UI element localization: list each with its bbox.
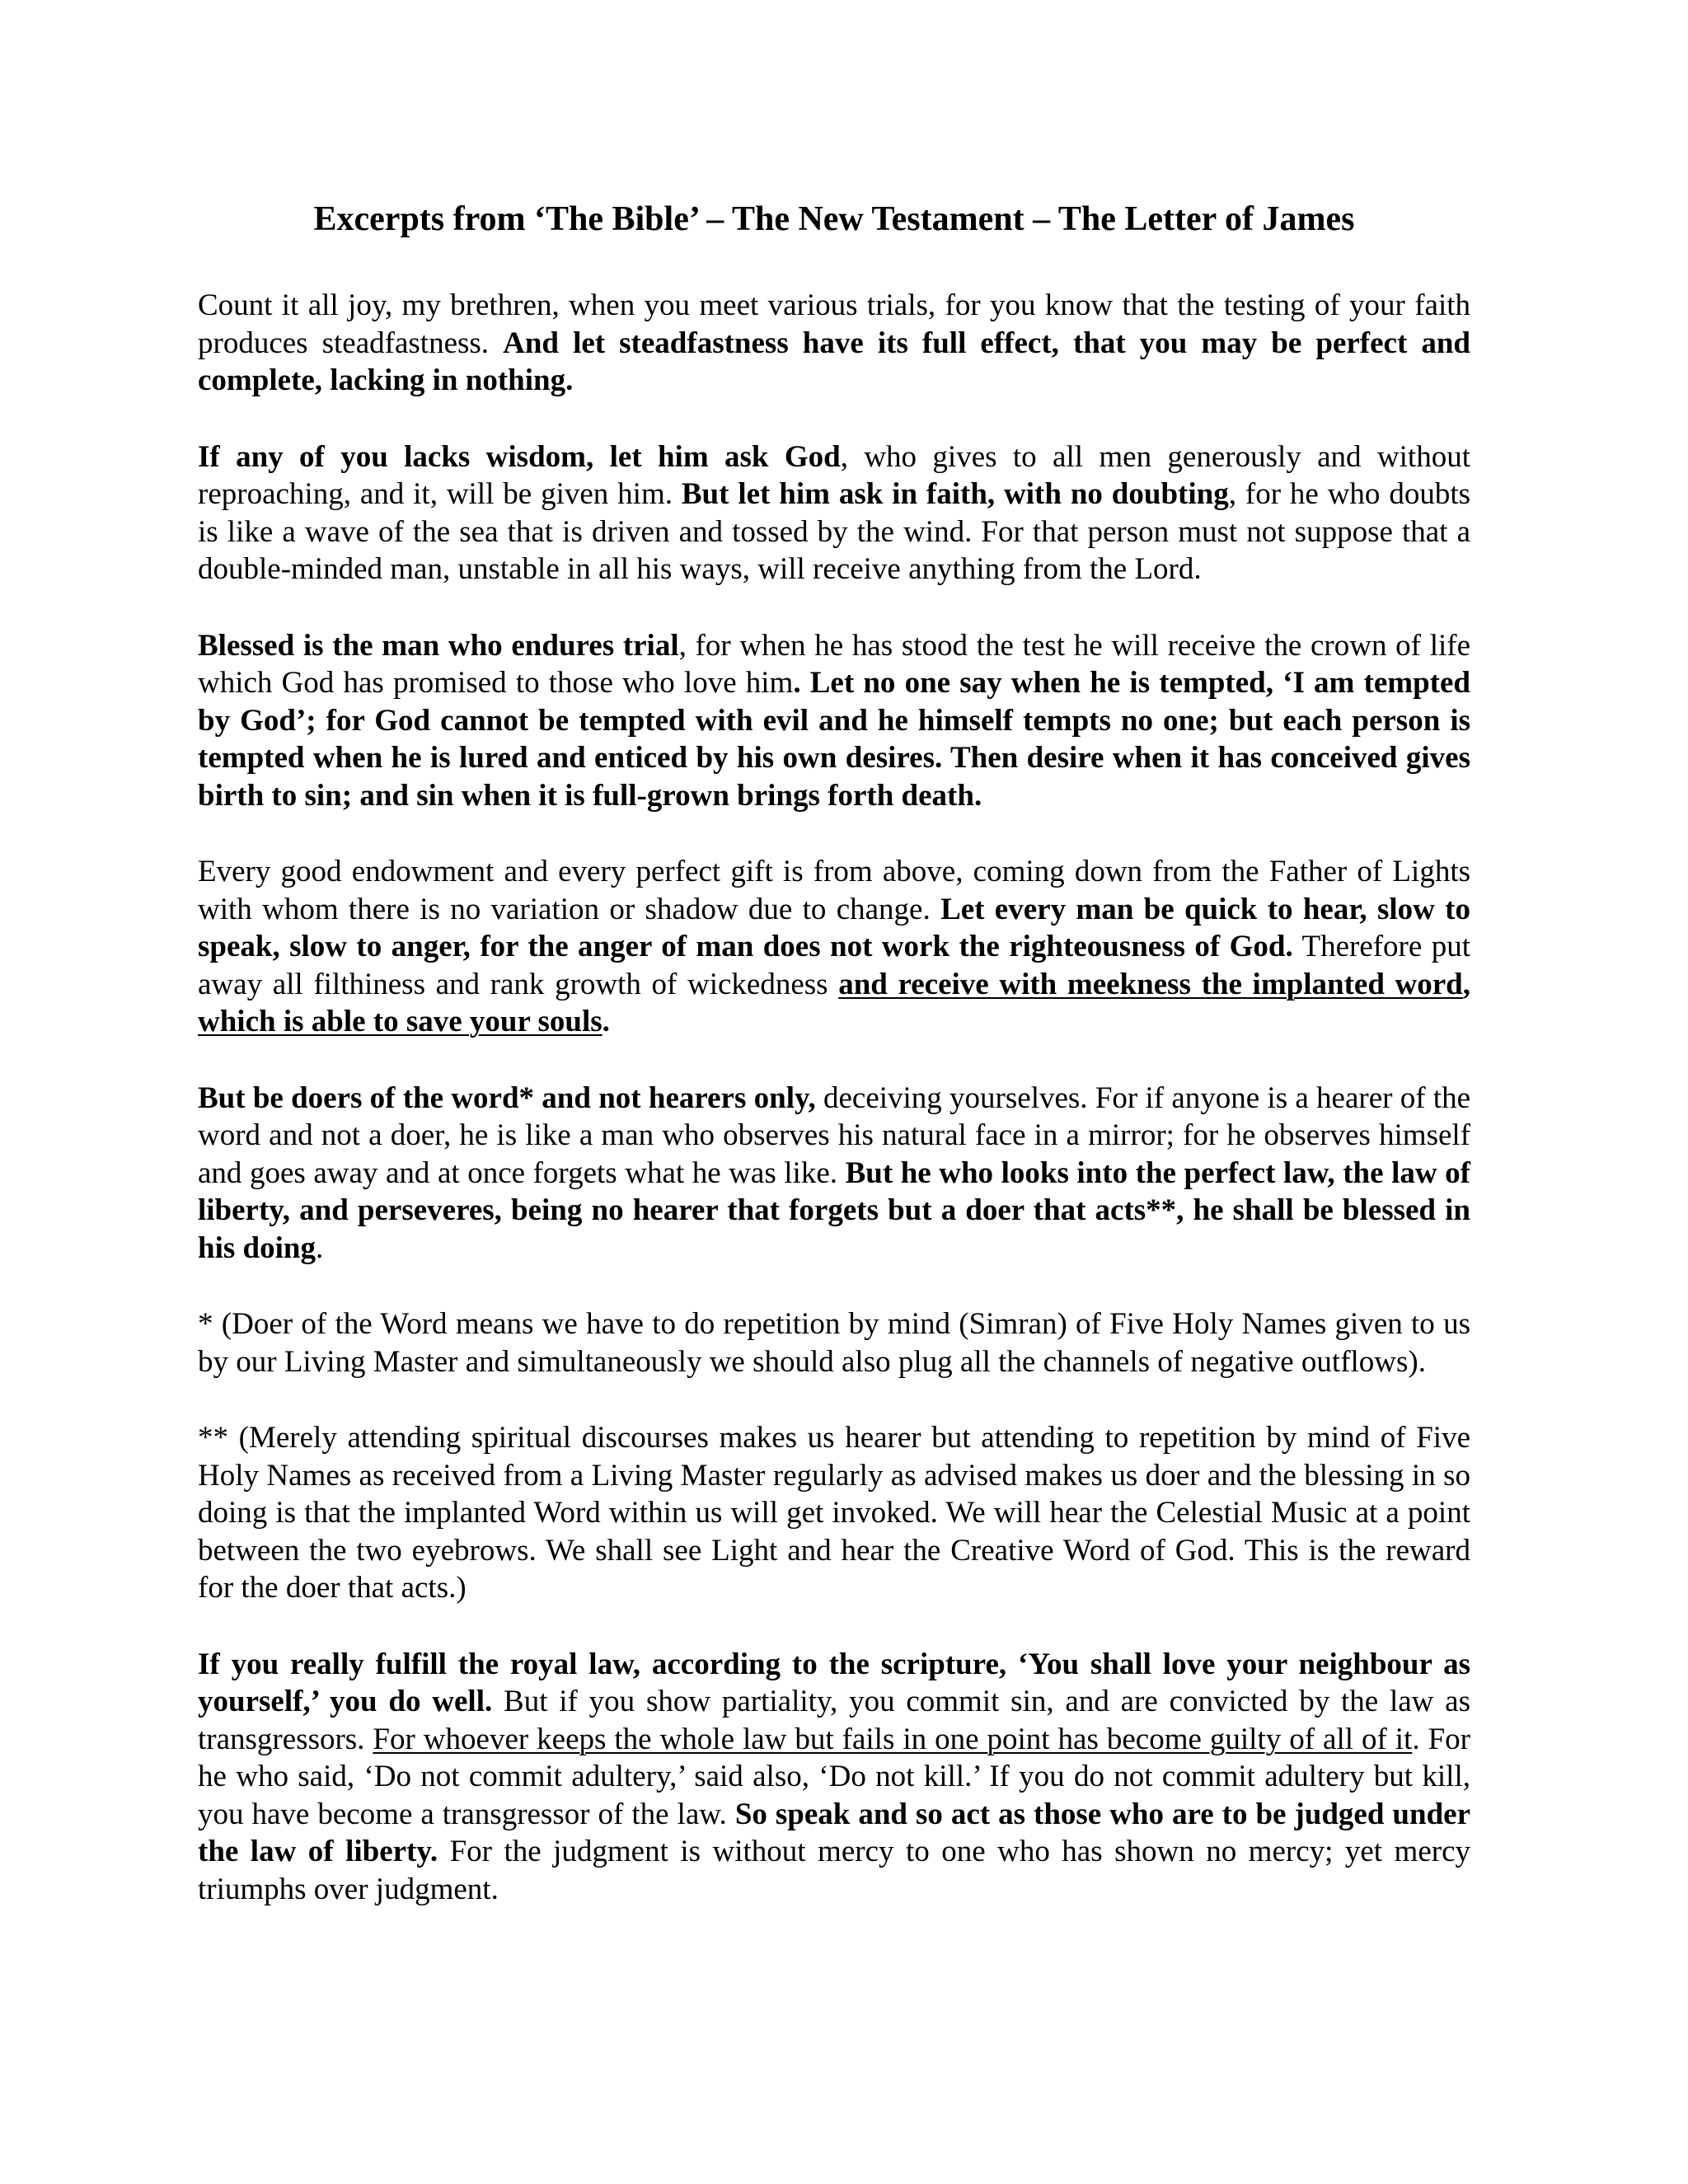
- paragraph: [198, 853, 1470, 1041]
- text-run: So speak and so act as those who are to be judged under the law of liberty.: [198, 1797, 1470, 1868]
- text-run: which is able to save your souls: [198, 1005, 603, 1038]
- text-run: For whoever keeps the whole law but fails in one point has become guilty of all of it: [373, 1722, 1413, 1756]
- text-run: But be doers of the word* and not hearers only,: [198, 1080, 816, 1115]
- paragraph: [198, 438, 1470, 588]
- text-run: .: [602, 1005, 610, 1038]
- paragraph: [198, 1080, 1470, 1268]
- text-run: . Let no one say when he is tempted, ‘I am tempted by God’; for God cannot be tempted with evil and he himself tempts no one; but each person is tempted when he is lured and enticed by his own desires. Then desire when it has conceived gives birth to sin; and sin when it is full-grown brings forth death.: [198, 666, 1470, 813]
- text-run: If any of you lacks wisdom, let him ask God: [198, 439, 841, 474]
- text-run: , who gives to all men generously and without reproaching, and it, will be given him.: [198, 439, 1470, 511]
- text-run: Count it all joy, my brethren, when you meet various trials, for you know that the testing of your faith produces steadfastness.: [198, 288, 1470, 360]
- text-run: But if you show partiality, you commit sin, and are convicted by the law as transgressors.: [198, 1685, 1471, 1756]
- text-run: .: [315, 1230, 324, 1265]
- document-title: Excerpts from ‘The Bible’ – The New Testament – The Letter of James: [313, 200, 1355, 238]
- text-run: Therefore put away all filthiness and rank growth of wickedness: [198, 930, 1470, 1001]
- paragraph: [198, 1305, 1470, 1380]
- text-run: ** (Merely attending spiritual discourses makes us hearer but attending to repetition by mind of Five Holy Names as received from a Living Master regularly as advised makes us doer and the blessing in so doing is that the implanted Word within us will get invoked. We will hear the Celestial Music at a point between the two eyebrows. We shall see Light and hear the Creative Word of God. This is the reward for the doer that acts.): [198, 1421, 1470, 1605]
- text-run: If you really fulfill the royal law, according to the scripture, ‘You shall love your neighbour as yourself,’ you do well.: [198, 1647, 1470, 1718]
- text-run: Blessed is the man who endures trial: [198, 628, 679, 663]
- document-body: [198, 287, 1470, 1908]
- document-page: [198, 194, 1470, 1947]
- text-run: Every good endowment and every perfect gift is from above, coming down from the Father of Lights with whom there is no variation or shadow due to change.: [198, 855, 1470, 926]
- text-run: . For he who said, ‘Do not commit adultery,’ said also, ‘Do not kill.’ If you do not commit adultery but kill, you have become a transgressor of the law.: [198, 1722, 1470, 1831]
- text-run: and receive with meekness the implanted word: [838, 967, 1463, 1001]
- paragraph: [198, 1419, 1470, 1607]
- text-run: And let steadfastness have its full effect, that you may be perfect and complete, lacking in nothing.: [198, 326, 1470, 397]
- text-run: For the judgment is without mercy to one who has shown no mercy; yet mercy triumphs over judgment.: [198, 1835, 1470, 1906]
- text-run: * (Doer of the Word means we have to do repetition by mind (Simran) of Five Holy Names given to us by our Living Master and simultaneously we should also plug all the channels of negative outflows).: [198, 1307, 1470, 1379]
- text-run: Let every man be quick to hear, slow to speak, slow to anger, for the anger of man does not work the righteousness of God.: [198, 892, 1470, 963]
- paragraph: [198, 627, 1470, 815]
- paragraph: [198, 287, 1470, 400]
- text-run: , for he who doubts is like a wave of the sea that is driven and tossed by the wind. For that person must not suppose that a double-minded man, unstable in all his ways, will receive anything from the Lord.: [198, 477, 1470, 586]
- paragraph: [198, 1646, 1470, 1909]
- text-run: deceiving yourselves. For if anyone is a hearer of the word and not a doer, he is like a man who observes his natural face in a mirror; for he observes himself and goes away and at once forgets what he was like.: [198, 1080, 1471, 1190]
- text-run: But let him ask in faith, with no doubting: [681, 477, 1229, 511]
- text-run: But he who looks into the perfect law, the law of liberty, and perseveres, being no hearer that forgets but a doer that acts**, he shall be blessed in his doing: [198, 1155, 1470, 1265]
- text-run: , for when he has stood the test he will receive the crown of life which God has promised to those who love him: [198, 628, 1470, 700]
- text-run: ,: [1462, 967, 1471, 1001]
